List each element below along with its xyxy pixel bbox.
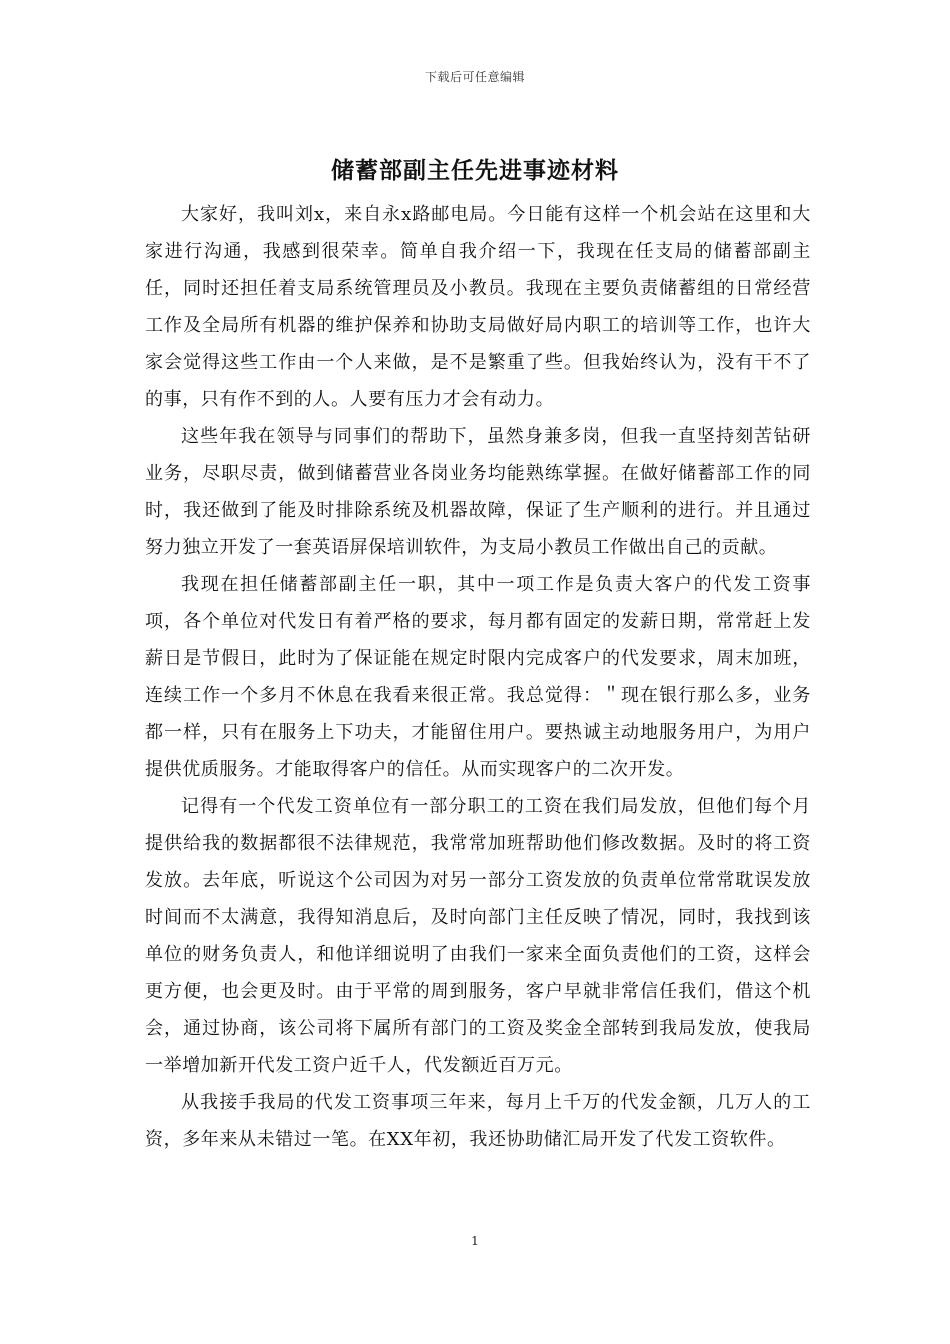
body-paragraph-3: 我现在担任储蓄部副主任一职，其中一项工作是负责大客户的代发工资事项，各个单位对代发日有着严格的要求，每月都有固定的发薪日期，常常赶上发薪日是节假日，此时为了保证能在规定时限内完成客户的代发要求，周末加班，连续工作一个多月不休息在我看来很正常。我总觉得：＂现在银行那么多，业务都一样，只有在服务上下功夫，才能留住用户。要热诚主动地服务用户，为用户提供优质服务。才能取得客户的信任。从而实现客户的二次开发。	[145, 574, 811, 780]
document-body	[145, 196, 811, 1158]
page-number: 1	[471, 1234, 479, 1248]
header-note: 下载后可任意编辑	[424, 70, 525, 84]
body-paragraph-2: 这些年我在领导与同事们的帮助下，虽然身兼多岗，但我一直坚持刻苦钻研业务，尽职尽责，做到储蓄营业各岗业务均能熟练掌握。在做好储蓄部工作的同时，我还做到了能及时排除系统及机器故障，保证了生产顺利的进行。并且通过努力独立开发了一套英语屏保培训软件，为支局小教员工作做出自己的贡献。	[145, 426, 811, 558]
body-paragraph-4: 记得有一个代发工资单位有一部分职工的工资在我们局发放，但他们每个月提供给我的数据都很不法律规范，我常常加班帮助他们修改数据。及时的将工资发放。去年底，听说这个公司因为对另一部分工资发放的负责单位常常耽误发放时间而不太满意，我得知消息后，及时向部门主任反映了情况，同时，我找到该单位的财务负责人，和他详细说明了由我们一家来全面负责他们的工资，这样会更方便，也会更及时。由于平常的周到服务，客户早就非常信任我们，借这个机会，通过协商，该公司将下属所有部门的工资及奖金全部转到我局发放，使我局一举增加新开代发工资户近千人，代发额近百万元。	[145, 796, 811, 1076]
document-title: 储蓄部副主任先进事迹材料	[331, 157, 619, 184]
body-paragraph-5: 从我接手我局的代发工资事项三年来，每月上千万的代发金额，几万人的工资，多年来从未错过一笔。在XX年初，我还协助储汇局开发了代发工资软件。	[145, 1092, 811, 1150]
body-paragraph-1: 大家好，我叫刘x，来自永x路邮电局。今日能有这样一个机会站在这里和大家进行沟通，我感到很荣幸。简单自我介绍一下，我现在任支局的储蓄部副主任，同时还担任着支局系统管理员及小教员。我现在主要负责储蓄组的日常经营工作及全局所有机器的维护保养和协助支局做好局内职工的培训等工作，也许大家会觉得这些工作由一个人来做，是不是繁重了些。但我始终认为，没有干不了的事，只有作不到的人。人要有压力才会有动力。	[145, 204, 811, 410]
